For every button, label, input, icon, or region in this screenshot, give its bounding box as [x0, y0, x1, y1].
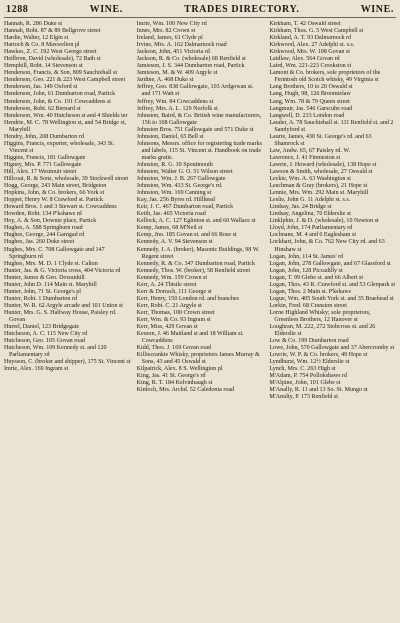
directory-entry: Kemp, Jno. 185 Govan st. and 66 Rose st — [136, 232, 237, 239]
directory-entry: Law, Andw. 65, 67 Paisley rd. W. — [269, 147, 351, 154]
directory-entry: Hill, Alex. 17 Westmuir street — [4, 168, 77, 175]
directory-entry: Hawkes, Z. C. 192 West George street — [4, 49, 97, 56]
directory-entry: Laidlaw, Alex. 564 Govan rd — [269, 56, 340, 63]
directory-entry: Kennedy, Wm. 159 Crown st — [136, 274, 208, 281]
directory-entry: Johnston Bros. 751 Gallowgate and 571 Duke st — [136, 126, 254, 133]
directory-entry: Lloyd, John, 174 Parliamentary rd — [269, 225, 353, 232]
directory-entry: Kinloch, Mrs. Archd. 52 Caledonia road — [136, 387, 235, 394]
directory-entry: Lowe, John, 570 Gallowgate and 37 Abercromby st — [269, 345, 395, 352]
directory-entry: Langmuir, Jas. 546 Garscube road — [269, 105, 353, 112]
directory-entry: Jeffrey, Geo. 838 Gallowgate, 103 Ardgowan st. and 171 Watt st — [136, 84, 254, 98]
directory-entry: Howard Bros. 1 and 3 Stewart st. Cowcaddens — [4, 204, 117, 211]
directory-entry: Hunter, Jas. & G. Victoria cross, 404 Victoria rd — [4, 267, 121, 274]
directory-entry: Hogg, George, 243 Main street, Bridgeton — [4, 183, 107, 190]
directory-entry: Hendry, John, 208 Dumbarton rd — [4, 133, 84, 140]
directory-entry: Imrie, Alex. 169 Ingram st — [4, 366, 69, 373]
directory-entry: Kerr, Wm. & Co. 93 Ingram st — [136, 316, 211, 323]
directory-entry: Ireland, James, 61 Clyde pl — [136, 35, 203, 42]
page-number: 1288 — [6, 4, 29, 15]
directory-entry: Hannah, Robt. 87 & 89 Bellgrove street — [4, 28, 101, 35]
directory-entry: Laird, Wm. 221-223 Crookston st — [269, 63, 352, 70]
directory-entry: Hannah, R. 286 Duke st — [4, 21, 63, 27]
directory-entry: Hillcoat, R. & Sons, wholesale, 39 Stockwell street — [4, 176, 129, 183]
directory-entry: Lockhart, John, & Co. 762 New City rd. and 63 Hinshaw st — [269, 239, 385, 253]
directory-entry: Logue, Wm. 405 South York st. and 35 Braehead st — [269, 295, 394, 302]
directory-entry: Kirkwood, Mrs. W. 108 Govan st — [269, 49, 350, 56]
directory-entry: Henderson, Wm. 40 Hutcheson st and 4 Shields ter — [4, 112, 128, 119]
directory-entry: Johnston, Walter G. O. 51 Wilson street — [136, 168, 233, 175]
directory-entry: Kirkwood, Alex. 27 Adelphi st. s.s. — [269, 42, 355, 49]
directory-entry: Jardine, A. 468 Duke st — [136, 77, 194, 84]
directory-entry: Loughran, M. 222, 272 Stobcross st. and 26 Elderslie st — [269, 324, 376, 338]
directory-entry: Hughes, George, 244 Garngad rd — [4, 232, 85, 239]
directory-entry: King, Jas. 41 St. George's rd — [136, 373, 206, 380]
directory-entry: Heilbron, David (wholesale), 72 Bath st — [4, 56, 101, 63]
directory-entry: Kirkham, T. 42 Oswald street — [269, 21, 341, 27]
directory-entry: Hurrel, Daniel, 123 Bridgegate — [4, 324, 80, 331]
directory-entry: Irvine, Mrs. A. 162 Dalmarnock road — [136, 42, 227, 49]
directory-entry: Hutcheson, A. C. 115 New City rd — [4, 331, 88, 338]
directory-entry: Laurie, James, 430 St. George's rd. and 63 Shamrock st — [269, 133, 372, 147]
directory-entry: Higney, Mrs. P. 771 Gallowgate — [4, 161, 82, 168]
directory-entry: Logan, Thos. 2 Main st. P'kshaws — [269, 288, 351, 295]
directory-entry: Langwell, D. 233 London road — [269, 112, 345, 119]
directory-entry: Lyndhurst, Wm. 12½ Elderslie st — [269, 359, 350, 366]
directory-entry: Imrie, Wm. 100 New City rd — [136, 21, 207, 27]
directory-entry: Jamieson, J. S. 344 Dumbarton road, Partick — [136, 63, 245, 70]
directory-entry: Leslie, John G. 11 Adelphi st. s.s. — [269, 197, 351, 204]
directory-entry: Hopper, Henry W. 8 Crawford st. Partick — [4, 197, 104, 204]
directory-entry: Lawson & Smith, wholesale, 27 Oswald st — [269, 168, 373, 175]
directory-entry: M'Anulty, P. 173 Renfield st — [269, 394, 338, 401]
directory-entry: Killiecrankie Whisky, proprietors James Murray & Sons, 43 and 45 Oswald st — [136, 352, 260, 366]
directory-entry: Innes, Mrs. 82 Crown st — [136, 28, 196, 35]
directory-entry: M'Alpine, John, 101 Glebe st — [269, 380, 341, 387]
directory-entry: Kerr, A. 24 Thistle street — [136, 281, 197, 288]
directory-entry: Henderson, Jas. 149 Oxford st — [4, 84, 78, 91]
directory-entry: Kerr, Thomas, 100 Crown street — [136, 309, 215, 316]
directory-entry: Lang, Wm. 78 & 79 Queen street — [269, 98, 350, 105]
directory-entry: Jamieson, M. & W. 409 Argyle st — [136, 70, 218, 77]
directory-entry: Hoy, A. & Son, Downie place, Partick — [4, 218, 97, 225]
directory-entry: Lawrence, J. 41 Finnieston st — [269, 154, 341, 161]
directory-entry: Kirkland, A. T. 93 Dalmarnock rd — [269, 35, 352, 42]
directory-entry: Kennedy, R. & Co. 347 Dumbarton road, Partick — [136, 260, 256, 267]
directory-entry: Hemphill, Robt. 14 Stevenson st — [4, 63, 83, 70]
column-3 — [269, 21, 396, 402]
directory-entry: Hutcheson, Wm. 109 Kennedy st. and 120 Parliamentary rd — [4, 345, 107, 359]
directory-entry: Kirkham, Thos. G. 5 West Campbell st — [269, 28, 364, 35]
directory-entry: Kerr, Henry, 150 London rd. and branches — [136, 295, 239, 302]
directory-entry: Leechman & Gray (brokers), 21 Hope st — [269, 183, 368, 190]
directory-entry: Kerr & Dorrach, 111 George st — [136, 288, 212, 295]
directory-entry: Jeffrey, Mrs. A. L. 129 Norfolk st — [136, 105, 218, 112]
directory-entry: Lang Brothers, 10 to 20 Oswald st — [269, 84, 353, 91]
directory-entry: Low & Co. 199 Dumbarton road — [269, 338, 349, 345]
right-heading: WINE. — [360, 4, 394, 15]
directory-entry: Lorkin, Fred. 68 Cranston street — [269, 302, 347, 309]
directory-entry: Henderson, Geo. 221 & 223 West Campbell street — [4, 77, 126, 84]
directory-entry: Logan, John, 114 St. James' rd — [269, 253, 344, 260]
directory-entry: King, R. T. 184 Kelvinhaugh st — [136, 380, 213, 387]
directory-entry: Johnston, R. G. 10 Spoutmouth — [136, 161, 213, 168]
directory-entry: Kesson, J. 46 Maitland st and 18 William st. Cowcaddens — [136, 331, 244, 345]
directory-entry: Hopkins, John, & Co. brokers, 66 York st — [4, 190, 105, 197]
directory-entry: Logan, John, 128 Piccadilly st — [269, 267, 343, 274]
directory-entry: Hunter, Robt. 1 Dumbarton rd — [4, 295, 77, 302]
directory-entry: Hutcheson, Geo. 105 Govan road — [4, 338, 85, 345]
directory-entry: Hunter, James & Geo. Dowanhill — [4, 274, 85, 281]
directory-entry: Lennie, Mrs. Wm. 292 Main st. Maryhill — [269, 190, 369, 197]
directory-entry: Hunter, W. R. 62 Argyle arcade and 101 Union st — [4, 302, 123, 309]
directory-entry: Lowrie, W. P. & Co. brokers, 49 Hope st — [269, 352, 368, 359]
directory-entry: Kellock, A. C. 127 Eglinton st. and 60 Wallace st — [136, 218, 256, 225]
directory-entry: Hunter, John, 71 St. George's pl — [4, 288, 81, 295]
directory-entry: Hughes, A. 588 Springburn road — [4, 225, 83, 232]
directory-entry: Lindsay, Angelina, 70 Elderslie st — [269, 211, 351, 218]
directory-entry: Kennedy, J. A. (broker), Masonic Buildings, 98 W. Regent street — [136, 246, 260, 260]
directory-entry: M'Adam, P. 754 Pollokshaws rd — [269, 373, 348, 380]
directory-entry: Lynch, Mrs. C. 263 High st — [269, 366, 336, 373]
directory-entry: Lauder, A. 78 Sauchiehall st. 111 Renfield st. and 2 Sandyford st — [269, 119, 394, 133]
directory-entry: M'Anally, R. 11 and 13 So. St. Mungo st — [269, 387, 368, 394]
directory-entry: Lamont & Co. brokers, sole proprietors of the Ferintosh old Scotch whisky, 49 Virginia st — [269, 70, 381, 84]
directory-entry: Kennedy, A. V. 94 Stevenson st — [136, 239, 213, 246]
directory-entry: Kemp, James, 68 M'Neil st — [136, 225, 203, 232]
directory-entry: Howden, Robt. 134 P'kshaws rd — [4, 211, 82, 218]
directory-entry: Hardie, Walter, 12 Elgin st — [4, 35, 69, 42]
directory-entry: Henderson, John, 61 Dumbarton road, Partick — [4, 91, 116, 98]
directory-entry: Lochnane, M. 4 and 6 Eaglesham st — [269, 232, 356, 239]
directory-entry: Hughes, Mrs. C. 708 Gallowgate and 147 Springburn rd — [4, 246, 105, 260]
directory-entry: Hendrie, M. C. 78 Wellington st, and 54 Bridge st, Maryhill — [4, 119, 127, 133]
directory-entry: Logan, Thos. 43 R. Crawford st. and 53 Glenpark st — [269, 281, 396, 288]
directory-entry: Huysson, C. (broker and shipper), 175 St. Vincent st — [4, 359, 131, 366]
directory-entry: Henderson, Robt. 62 Bernard st — [4, 105, 81, 112]
directory-entry: Kidd, Thos. J. 169 Govan road — [136, 345, 212, 352]
directory-entry: Johnston, Wm. J. B. 267 Gallowgate — [136, 176, 226, 183]
directory-entry: Kerr, Miss, 429 Govan st — [136, 324, 198, 331]
directory-entry: Johnston, Daniel, 65 Bell st — [136, 133, 204, 140]
directory-entry: Johnsons, Messrs. office for registering trade marks and labels, 115 St. Vincent st. Handbook on trade marks gratis. — [136, 140, 262, 161]
directory-entry: Leckie, Wm. A. 63 Washington st — [269, 176, 351, 183]
column-1 — [4, 21, 131, 402]
columns — [4, 21, 396, 402]
directory-entry: Linklphin, J. & D. (wholesale), 10 Newton st — [269, 218, 379, 225]
directory-entry: Hughes, Jas. 260 Duke street — [4, 239, 75, 246]
directory-entry: Keir, J. C. 467 Dumbarton road, Partick — [136, 204, 234, 211]
directory-entry: Keith, Jas. 465 Victoria road — [136, 211, 206, 218]
directory-entry: Logan, T. 99 Glebe st. and 66 Albert st — [269, 274, 363, 281]
directory-entry: Logan, John, 278 Gallowgate, and 67 Glassford st — [269, 260, 391, 267]
directory-entry: Higgins, Francis, 181 Gallowgate — [4, 154, 86, 161]
directory-entry: Johnston, Wm. 169 Canning st — [136, 190, 212, 197]
center-heading: TRADES DIRECTORY. — [184, 4, 300, 15]
directory-entry: Kerr, Robt. C. 21 Argyle st — [136, 302, 202, 309]
page-header — [4, 4, 396, 18]
directory-entry: Jackson, R. & Co. (wholesale) 68 Renfield st — [136, 56, 246, 63]
directory-entry: Jeffrey, Wm. 84 Cowcaddens st — [136, 98, 214, 105]
directory-entry: Hunter, John D. 114 Main st. Maryhill — [4, 281, 97, 288]
column-2 — [137, 21, 264, 402]
directory-entry: Lorne Highland Whisky; sole proprietors, Greenlees Brothers, 12 Hanover st — [269, 309, 371, 323]
directory-entry: Lindsay, Jas. 24 Bridge st — [269, 204, 332, 211]
directory-entry: Jackson, John, 451 Victoria rd — [136, 49, 210, 56]
directory-entry: Kay, Jas. 256 Byres rd. Hillhead — [136, 197, 215, 204]
directory-entry: Hartoch & Co. 8 Maxwelton pl — [4, 42, 80, 49]
directory-entry: Kennedy, Thos. W. (broker), 58 Renfield street — [136, 267, 251, 274]
directory-entry: Henderson, John, & Co. 191 Cowcaddens st — [4, 98, 111, 105]
directory-entry: Hunter, Mrs. G. S. Halfway House, Paisley rd. Govan — [4, 309, 117, 323]
directory-entry: Henderson, Francis, & Son, 809 Sauchiehall st — [4, 70, 118, 77]
directory-entry: Higgins, Francis, exporter, wholesale, 343 St. Vincent st — [4, 140, 115, 154]
directory-entry: Lawrie, J. Howard (wholesale), 138 Hope st — [269, 161, 377, 168]
directory-entry: Johnston, Baird, & Co. British wine manufacturers, 156 to 168 Gallowgate — [136, 112, 262, 126]
directory-entry: Hughes, Mrs. M. D. 1 Clyde st. Calton — [4, 260, 98, 267]
directory-entry: Johnston, Wm. 433 St. George's rd. — [136, 183, 223, 190]
directory-entry: Lang, Hugh, 98, 126 Broomielaw — [269, 91, 351, 98]
left-heading: WINE. — [89, 4, 123, 15]
directory-entry: Kilpatrick, Alex. 8 S. Wellington pl — [136, 366, 223, 373]
